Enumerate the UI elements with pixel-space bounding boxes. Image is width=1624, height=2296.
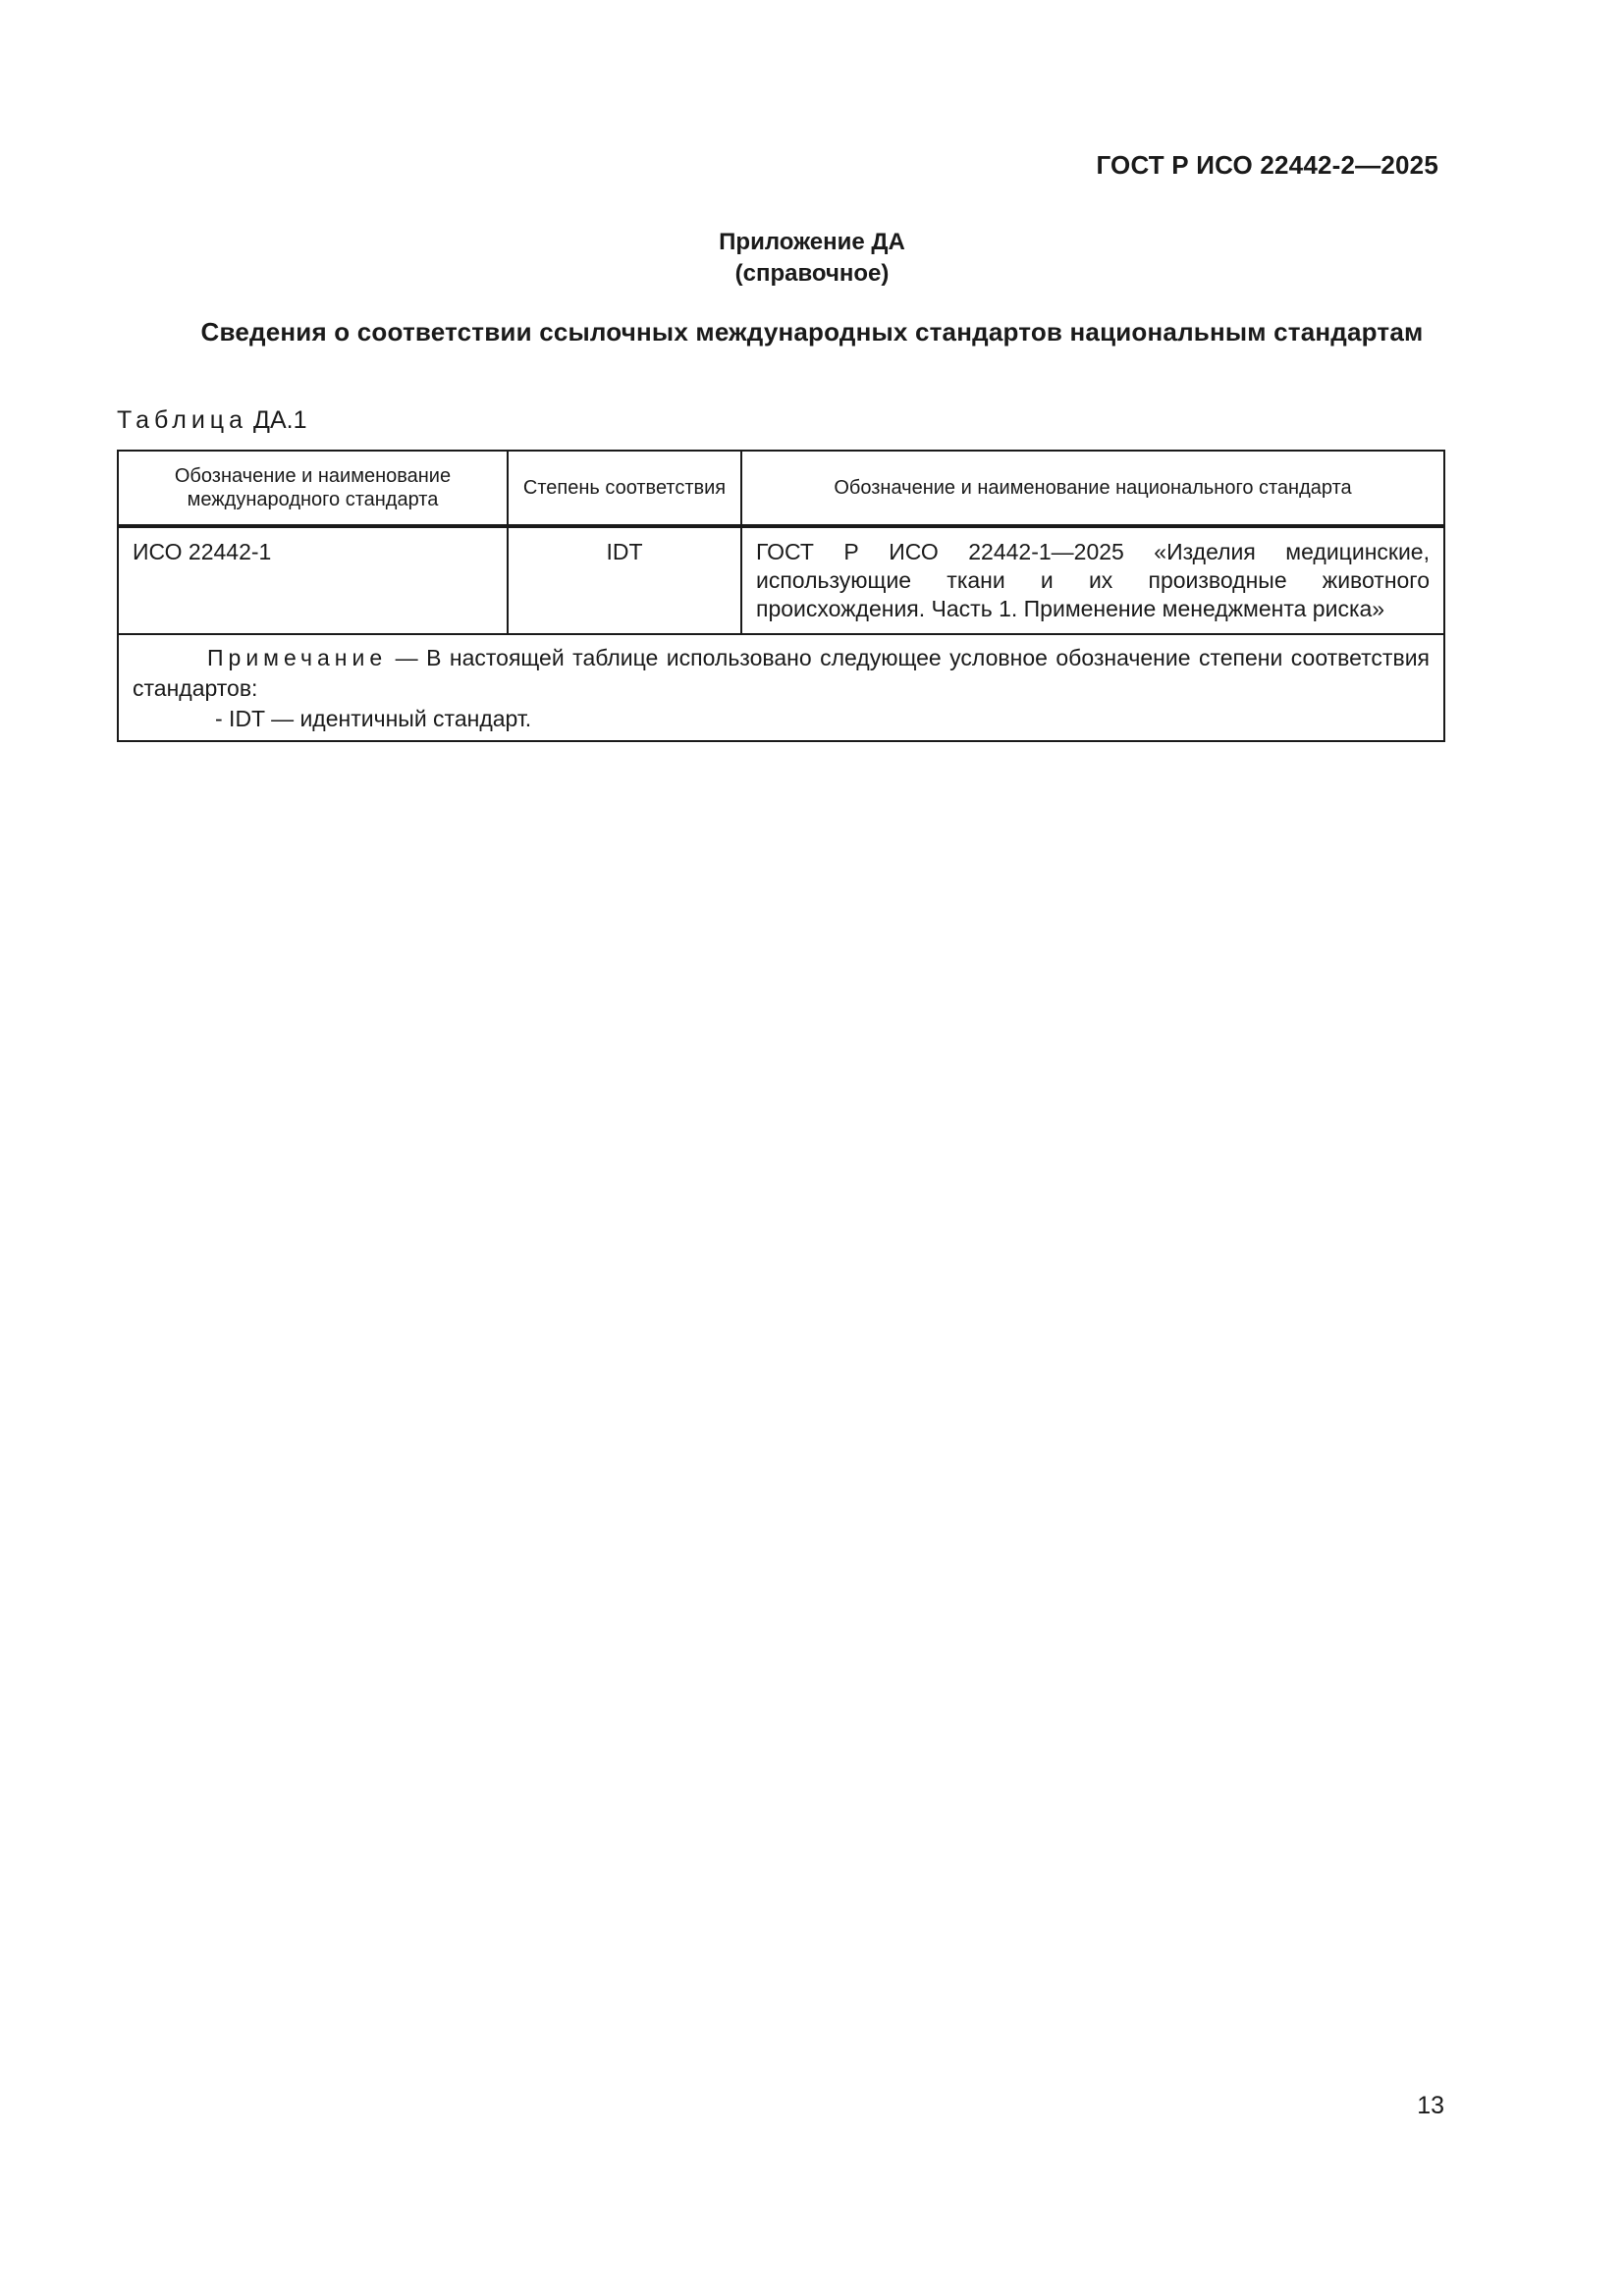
table-note (118, 634, 1444, 741)
column-header-national: Обозначение и наименование национального стандарта (741, 451, 1444, 526)
table-row (118, 526, 1444, 634)
cell-degree: IDT (508, 526, 741, 634)
table-caption-label: Таблица (117, 406, 248, 434)
appendix-heading (0, 227, 1624, 290)
table-caption (117, 406, 307, 435)
column-header-degree: Степень соответствия (508, 451, 741, 526)
appendix-subtitle: (справочное) (734, 260, 890, 287)
table-header-row (118, 451, 1444, 526)
note-list-item: - IDT — идентичный стандарт. (215, 706, 532, 731)
cell-international-standard: ИСО 22442-1 (118, 526, 508, 634)
table-note-row (118, 634, 1444, 741)
section-title: Сведения о соответствии ссылочных международных стандартов национальным стандартам (200, 317, 1424, 347)
correspondence-table (117, 450, 1445, 742)
page-number: 13 (1417, 2092, 1444, 2119)
correspondence-table-wrapper (117, 450, 1443, 742)
note-paragraph (133, 643, 1430, 704)
appendix-title: Приложение ДА (719, 229, 905, 255)
column-header-international: Обозначение и наименование международного стандарта (118, 451, 508, 526)
table-caption-number: ДА.1 (253, 406, 307, 434)
cell-national-standard: ГОСТ Р ИСО 22442-1—2025 «Изделия медицинские, использующие ткани и их производные животного происхождения. Часть 1. Применение менеджмента риска» (741, 526, 1444, 634)
note-label: Примечание (207, 645, 388, 670)
document-code: ГОСТ Р ИСО 22442-2—2025 (1096, 150, 1438, 180)
note-text: — В настоящей таблице использовано следующее условное обозначение степени соответствия стандартов: (133, 645, 1430, 701)
